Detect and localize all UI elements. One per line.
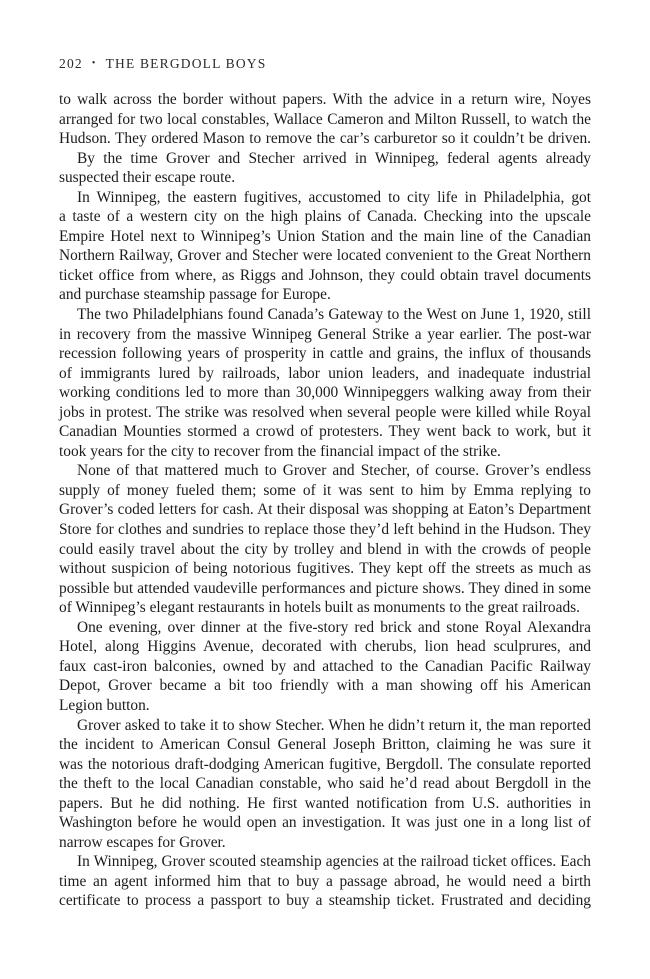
text-line: Canadian Mounties stormed a crowd of protesters. They went back to work, but it bbox=[59, 423, 591, 441]
text-line: Depot, Grover became a bit too friendly with a man showing off his American bbox=[59, 677, 591, 695]
text-line: recession following years of prosperity in cattle and grains, the influx of thousands bbox=[59, 345, 591, 363]
text-line: narrow escapes for Grover. bbox=[59, 833, 226, 851]
text-line: certificate to process a passport to buy a steamship ticket. Frustrated and deciding bbox=[59, 892, 591, 910]
text-line: without suspicion of being notorious fugitives. They kept off the streets as much as bbox=[59, 560, 591, 578]
text-line: suspected their escape route. bbox=[59, 169, 236, 187]
text-line: was the notorious draft-dodging American fugitive, Bergdoll. The consulate reported bbox=[59, 755, 591, 773]
text-line: of Winnipeg’s elegant restaurants in hotels built as monuments to the great railroads. bbox=[59, 599, 580, 617]
text-line: Washington before he would open an investigation. It was just one in a long list of bbox=[59, 814, 591, 832]
text-line: the theft to the local Canadian constable, who said he’d read about Bergdoll in the bbox=[59, 775, 591, 793]
text-line: jobs in protest. The strike was resolved when several people were killed while Royal bbox=[59, 403, 591, 421]
text-line: Hotel, along Higgins Avenue, decorated with cherubs, lion head sculprures, and bbox=[59, 638, 591, 656]
text-line: Northern Railway, Grover and Stecher were located convenient to the Great Northern bbox=[59, 247, 591, 265]
text-line: Empire Hotel next to Winnipeg’s Union Station and the main line of the Canadian bbox=[59, 227, 591, 245]
text-line: took years for the city to recover from the financial impact of the strike. bbox=[59, 442, 501, 460]
text-line: working conditions led to more than 30,000 Winnipeggers walking away from their bbox=[59, 384, 591, 402]
text-line: Hudson. They ordered Mason to remove the car’s carburetor so it couldn’t be driven. bbox=[59, 130, 591, 148]
text-line: the incident to American Consul General Joseph Britton, claiming he was sure it bbox=[59, 736, 591, 754]
text-line: None of that mattered much to Grover and Stecher, of course. Grover’s endless bbox=[77, 462, 591, 480]
text-line: In Winnipeg, Grover scouted steamship agencies at the railroad ticket offices. Each bbox=[77, 853, 591, 871]
text-line: Grover asked to take it to show Stecher. When he didn’t return it, the man reported bbox=[77, 716, 591, 734]
text-line: to walk across the border without papers. With the advice in a return wire, Noyes bbox=[59, 91, 591, 108]
text-line: supply of money fueled them; some of it was sent to him by Emma replying to bbox=[59, 481, 591, 499]
page-number: 202 bbox=[59, 56, 83, 71]
text-line: Store for clothes and sundries to replace those they’d left behind in the Hudson. They bbox=[59, 521, 591, 539]
header-separator: • bbox=[91, 58, 97, 69]
text-line: of immigrants lured by railroads, labor union leaders, and inadequate industrial bbox=[59, 364, 591, 382]
text-line: Legion button. bbox=[59, 696, 150, 714]
text-line: The two Philadelphians found Canada’s Gateway to the West on June 1, 1920, still bbox=[77, 306, 591, 324]
text-line: time an agent informed him that to buy a passage abroad, he would need a birth bbox=[59, 872, 591, 890]
running-title: THE BERGDOLL BOYS bbox=[105, 56, 267, 71]
text-line: In Winnipeg, the eastern fugitives, accustomed to city life in Philadelphia, got bbox=[77, 188, 591, 206]
text-line: ticket office from where, as Riggs and Johnson, they could obtain travel documents bbox=[59, 266, 591, 284]
text-line: By the time Grover and Stecher arrived in Winnipeg, federal agents already bbox=[77, 149, 591, 167]
text-line: arranged for two local constables, Wallace Cameron and Milton Russell, to watch the bbox=[59, 110, 591, 128]
text-line: possible but attended vaudeville performances and picture shows. They dined in some bbox=[59, 579, 591, 597]
running-head bbox=[59, 56, 266, 72]
text-line: Grover’s coded letters for cash. At their disposal was shopping at Eaton’s Department bbox=[59, 501, 591, 519]
text-line: and purchase steamship passage for Europe. bbox=[59, 286, 331, 304]
text-line: in recovery from the massive Winnipeg General Strike a year earlier. The post-war bbox=[59, 325, 591, 343]
body-text bbox=[59, 90, 591, 911]
text-line: One evening, over dinner at the five-story red brick and stone Royal Alexandra bbox=[77, 618, 591, 636]
text-line: papers. But he did nothing. He first wanted notification from U.S. authorities in bbox=[59, 794, 591, 812]
text-line: faux cast-iron balconies, owned by and attached to the Canadian Pacific Railway bbox=[59, 657, 591, 675]
text-line: a taste of a western city on the high plains of Canada. Checking into the upscale bbox=[59, 208, 591, 226]
text-line: could easily travel about the city by trolley and blend in with the crowds of people bbox=[59, 540, 591, 558]
